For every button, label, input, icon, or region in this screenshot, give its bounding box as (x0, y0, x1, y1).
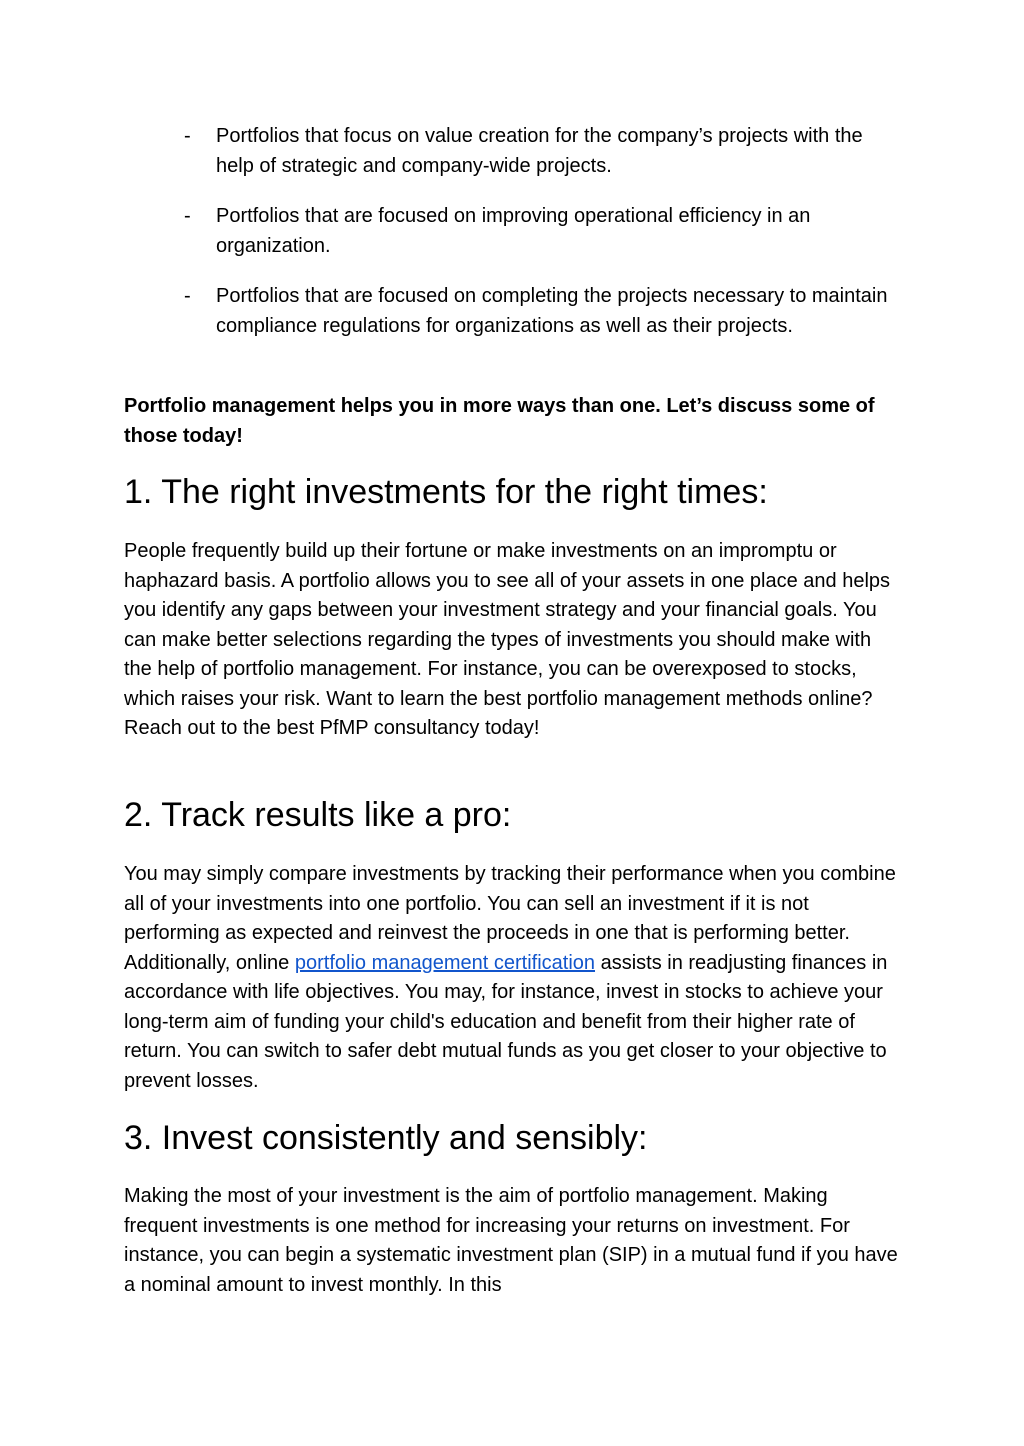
bullet-item (184, 122, 904, 181)
bullet-dash: - (184, 125, 191, 147)
bullet-text: Portfolios that are focused on completing the projects necessary to maintain compliance regulations for organizations as well as their projects. (216, 285, 888, 337)
section-heading-3: 3. Invest consistently and sensibly: (124, 1119, 648, 1157)
bullet-item (184, 202, 904, 261)
bullet-dash: - (184, 205, 191, 227)
paragraph-text: assists in readjusting finances in accordance with life objectives. You may, for instance, invest in stocks to achieve your long-term aim of funding your child's education and benefit from their higher rate of return. You can switch to safer debt mutual funds as you get closer to your objective to prevent losses. (124, 951, 888, 1092)
intro-bold-paragraph: Portfolio management helps you in more ways than one. Let’s discuss some of those today! (124, 395, 875, 447)
section-heading-1: 1. The right investments for the right times: (124, 473, 768, 511)
bullet-text: Portfolios that focus on value creation for the company’s projects with the help of strategic and company-wide projects. (216, 125, 863, 177)
section-paragraph-1: People frequently build up their fortune or make investments on an impromptu or haphazard basis. A portfolio allows you to see all of your assets in one place and helps you identify any gaps between your investment strategy and your financial goals. You can make better selections regarding the types of investments you should make with the help of portfolio management. For instance, you can be overexposed to stocks, which raises your risk. Want to learn the best portfolio management methods online? Reach out to the best PfMP consultancy today! (124, 540, 891, 739)
paragraph-text: You may simply compare investments by tracking their performance when you combine all of your investments into one portfolio. You can sell an investment if it is not performing as expected and reinvest the proceeds in one that is performing better. Additionally, online (124, 863, 896, 974)
bullet-list (184, 122, 904, 362)
bullet-text: Portfolios that are focused on improving operational efficiency in an organization. (216, 205, 811, 257)
section-paragraph-2 (124, 860, 904, 1096)
bullet-dash: - (184, 285, 191, 307)
certification-link[interactable]: portfolio management certification (294, 951, 596, 974)
bullet-item (184, 282, 904, 341)
section-paragraph-3: Making the most of your investment is the aim of portfolio management. Making frequent investments is one method for increasing your returns on investment. For instance, you can begin a systematic investment plan (SIP) in a mutual fund if you have a nominal amount to invest monthly. In this (124, 1185, 898, 1296)
section-heading-2: 2. Track results like a pro: (124, 796, 512, 834)
